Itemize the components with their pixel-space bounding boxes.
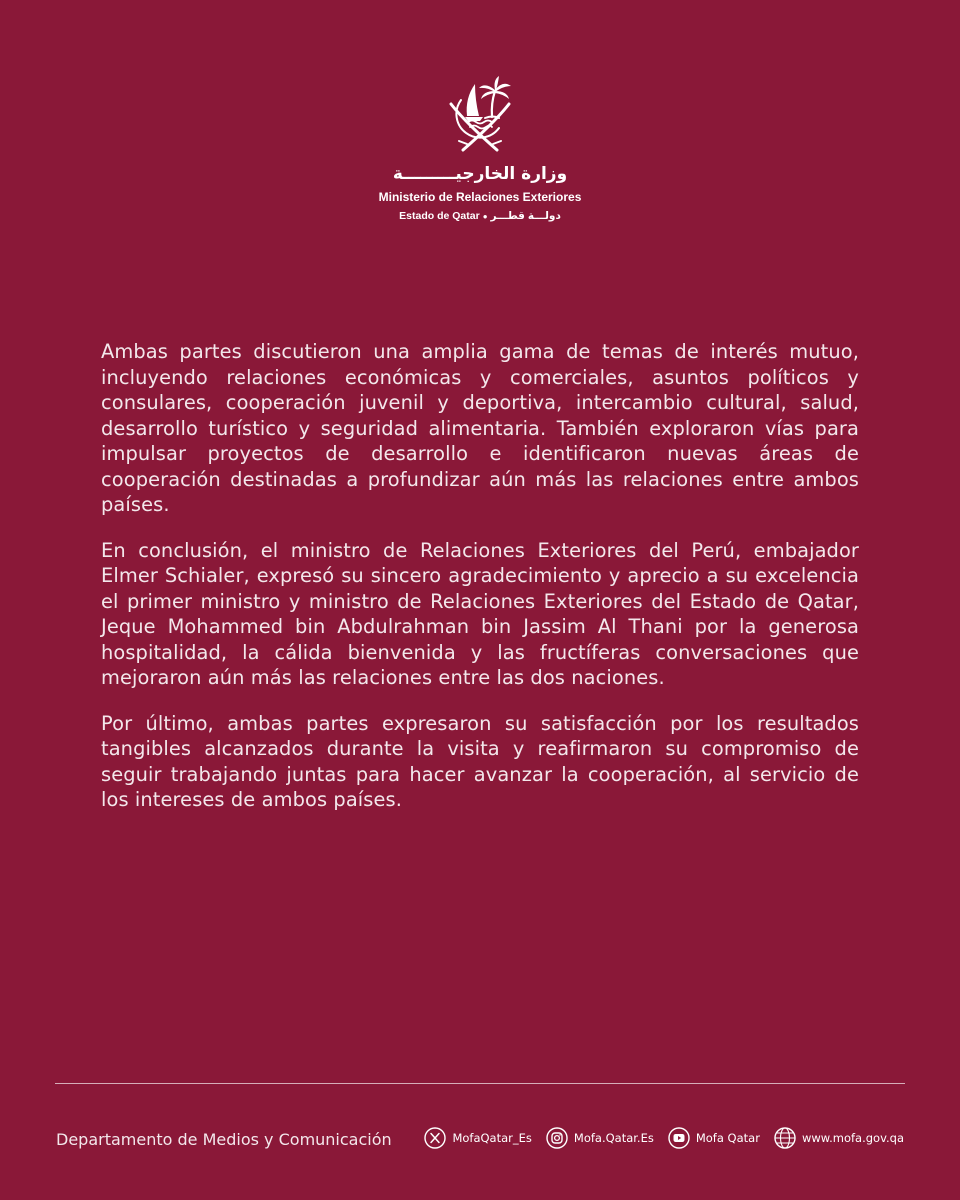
social-label-youtube: Mofa Qatar bbox=[695, 1131, 760, 1145]
bullet-separator: ● bbox=[482, 212, 488, 221]
qatar-emblem-icon bbox=[435, 70, 525, 160]
state-name-es: Estado de Qatar bbox=[399, 210, 480, 222]
social-label-website: www.mofa.gov.qa bbox=[801, 1131, 904, 1145]
state-name-ar: دولـــة قطـــر bbox=[490, 210, 561, 222]
social-links bbox=[424, 1127, 904, 1149]
footer-divider bbox=[55, 1083, 905, 1084]
ministry-name: Ministerio de Relaciones Exteriores bbox=[378, 190, 582, 204]
globe-icon bbox=[774, 1127, 796, 1149]
social-link-instagram[interactable] bbox=[546, 1127, 654, 1149]
article-body bbox=[101, 339, 859, 833]
social-link-x[interactable] bbox=[424, 1127, 531, 1149]
department-label: Departamento de Medios y Comunicación bbox=[56, 1130, 392, 1149]
social-link-website[interactable] bbox=[774, 1127, 904, 1149]
state-line bbox=[0, 209, 960, 224]
instagram-icon bbox=[546, 1127, 568, 1149]
youtube-icon bbox=[668, 1127, 690, 1149]
paragraph: Por último, ambas partes expresaron su satisfacción por los resultados tangibles alcanzados durante la visita y reafirmaron su compromiso de seguir trabajando juntas para hacer avanzar la cooperación, al servicio de los intereses de ambos países. bbox=[101, 711, 859, 811]
ministry-header bbox=[0, 70, 960, 224]
x-icon bbox=[424, 1127, 446, 1149]
paragraph: Ambas partes discutieron una amplia gama de temas de interés mutuo, incluyendo relaciones económicas y comerciales, asuntos políticos y consulares, cooperación juvenil y deportiva, intercambio cultural, salud, desarrollo turístico y seguridad alimentaria. También exploraron vías para impulsar proyectos de desarrollo e identificaron nuevas áreas de cooperación destinadas a profundizar aún más las relaciones entre ambos países. bbox=[101, 340, 859, 516]
social-label-x: MofaQatar_Es bbox=[452, 1131, 532, 1145]
social-label-instagram: Mofa.Qatar.Es bbox=[573, 1131, 654, 1145]
paragraph: En conclusión, el ministro de Relaciones Exteriores del Perú, embajador Elmer Schialer, expresó su sincero agradecimiento y aprecio a su excelencia el primer ministro y ministro de Relaciones Exteriores del Estado de Qatar, Jeque Mohammed bin Abdulrahman bin Jassim Al Thani por la generosa hospitalidad, la cálida bienvenida y las fructíferas conversaciones que mejoraron aún más las relaciones entre las dos naciones. bbox=[101, 538, 859, 689]
arabic-ministry-title: وزارة الخارجيـــــــــة bbox=[392, 164, 568, 184]
social-link-youtube[interactable] bbox=[668, 1127, 760, 1149]
